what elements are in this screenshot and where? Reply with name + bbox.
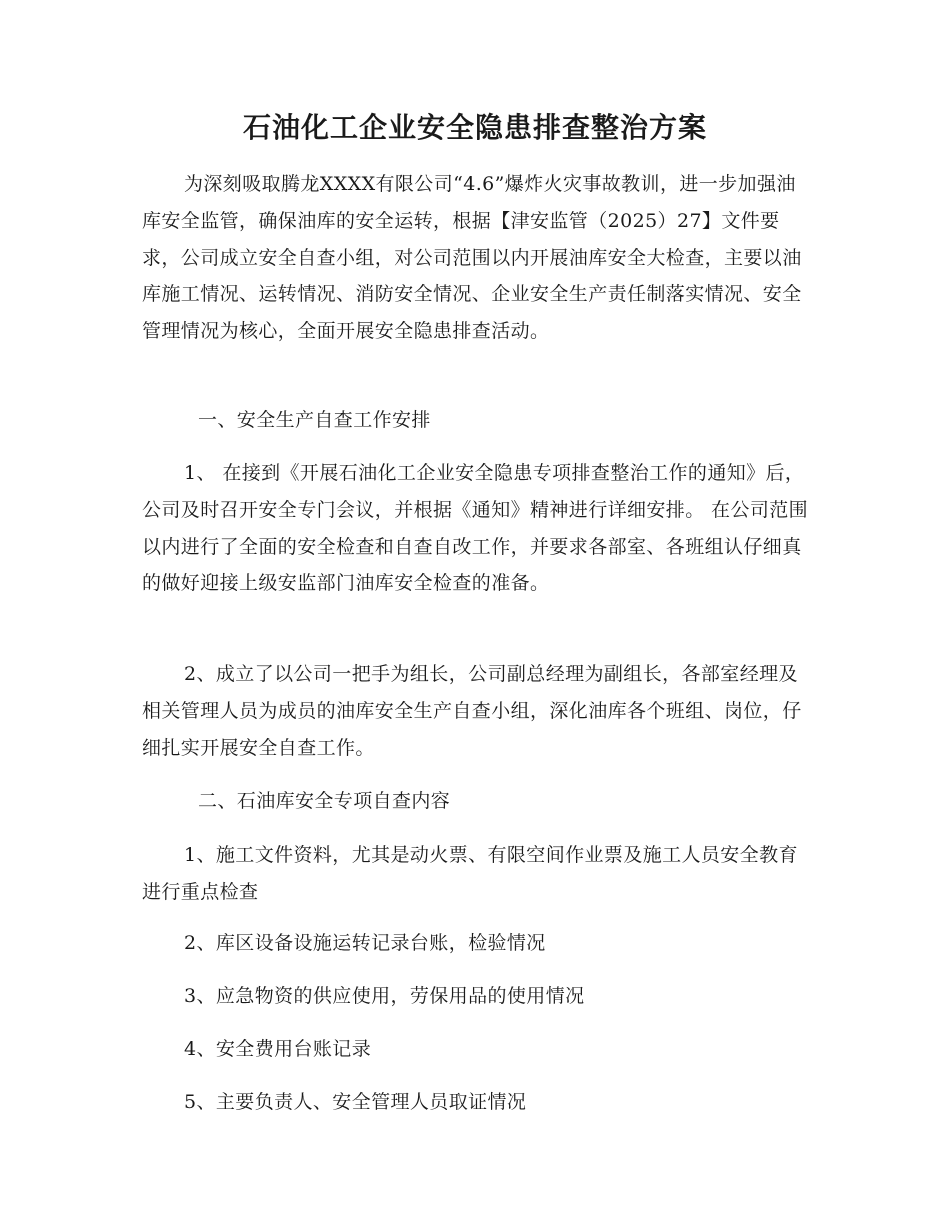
section2-item-2: 2、库区设备设施运转记录台账，检验情况 [184,932,546,954]
section1-item-1: 1、 在接到《开展石油化工企业安全隐患专项排查整治工作的通知》后，公司及时召开安全专门会议，并根据《通知》精神进行详细安排。 在公司范围以内进行了全面的安全检查和自查自改工作，并要求各部室、各班组认仔细真的做好迎接上级安监部门油库安全检查的准备。 [142,462,809,595]
section2-item-3: 3、应急物资的供应使用，劳保用品的使用情况 [184,985,585,1007]
document-title: 石油化工企业安全隐患排查整治方案 [242,111,707,144]
intro-paragraph: 为深刻吸取腾龙XXXX有限公司“4.6”爆炸火灾事故教训，进一步加强油库安全监管，确保油库的安全运转，根据【津安监管（2025）27】文件要求，公司成立安全自查小组，对公司范围以内开展油库安全大检查，主要以油库施工情况、运转情况、消防安全情况、企业安全生产责任制落实情况、安全管理情况为核心，全面开展安全隐患排查活动。 [142,173,802,343]
section2-item-5: 5、主要负责人、安全管理人员取证情况 [184,1091,527,1113]
section2-item-4: 4、安全费用台账记录 [184,1038,372,1060]
section-heading-2: 二、石油库安全专项自查内容 [198,790,451,812]
section-heading-1: 一、安全生产自查工作安排 [198,409,431,431]
section2-item-1: 1、施工文件资料，尤其是动火票、有限空间作业票及施工人员安全教育进行重点检查 [142,844,798,903]
section1-item-2: 2、成立了以公司一把手为组长，公司副总经理为副组长，各部室经理及相关管理人员为成员的油库安全生产自查小组，深化油库各个班组、岗位，仔细扎实开展安全自查工作。 [142,663,802,759]
